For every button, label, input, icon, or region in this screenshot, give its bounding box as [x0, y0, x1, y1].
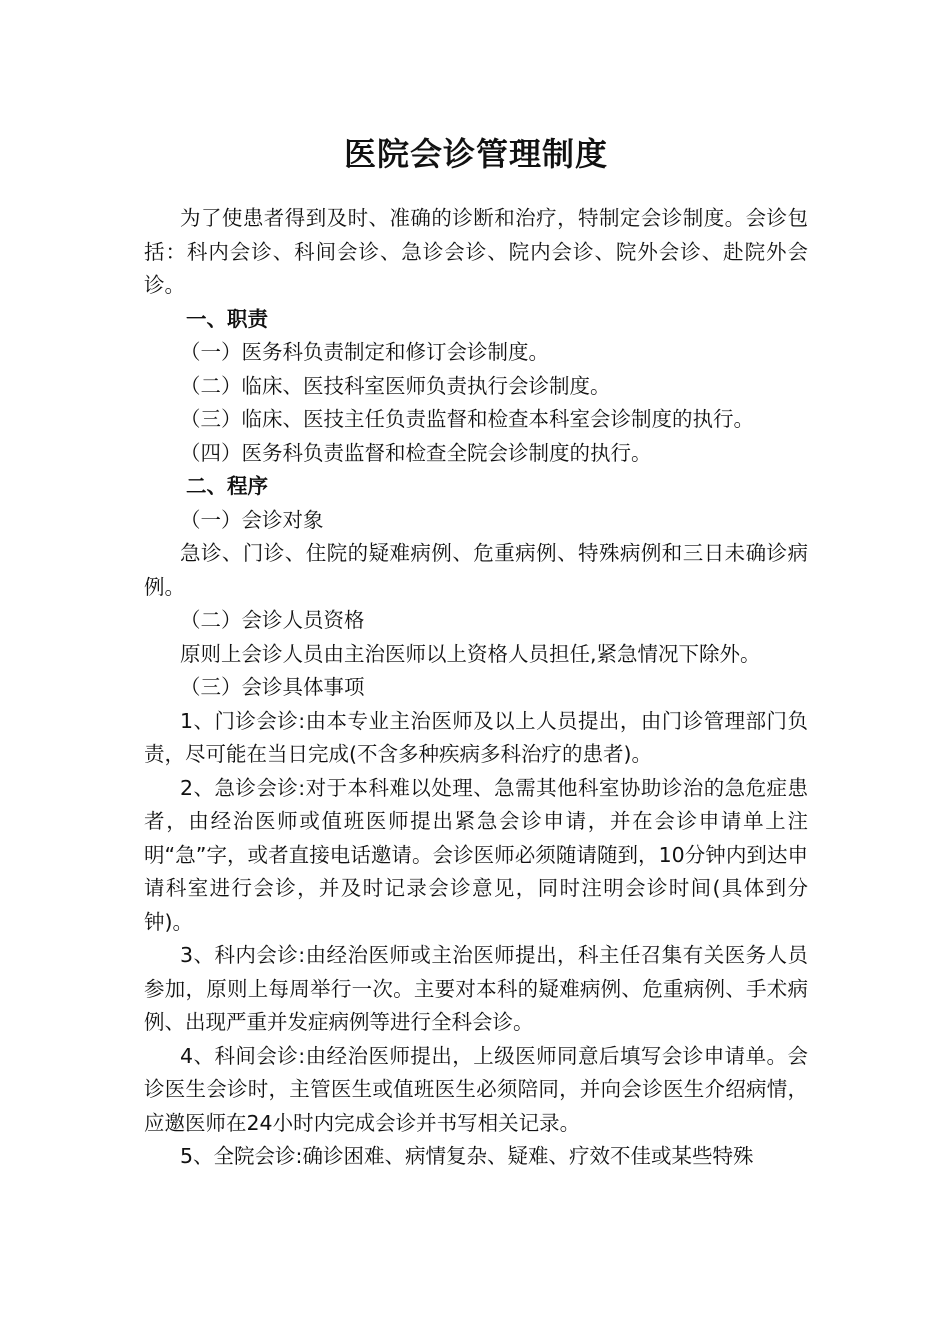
duty-item: （二）临床、医技科室医师负责执行会诊制度。: [180, 373, 611, 398]
subsection-label-specific-items: （三）会诊具体事项: [180, 675, 365, 699]
section-heading-duties: 一、职责: [186, 306, 268, 331]
section-heading-procedure: 二、程序: [186, 474, 268, 498]
specific-item: 1、门诊会诊:由本专业主治医师及以上人员提出，由门诊管理部门负责，尽可能在当日完成(不含多种疾病多科治疗的患者)。: [144, 708, 808, 766]
page-title: 医院会诊管理制度: [343, 135, 608, 173]
specific-item: 4、科间会诊:由经治医师提出，上级医师同意后填写会诊申请单。会诊医生会诊时，主管医生或值班医生必须陪同，并向会诊医生介绍病情，应邀医师在24小时内完成会诊并书写相关记录。: [144, 1043, 808, 1135]
specific-item: 2、急诊会诊:对于本科难以处理、急需其他科室协助诊治的急危症患者，由经治医师或值班医师提出紧急会诊申请，并在会诊申请单上注明“急”字，或者直接电话邀请。会诊医师必须随请随到，10分钟内到达申请科室进行会诊，并及时记录会诊意见，同时注明会诊时间(具体到分钟)。: [144, 775, 808, 934]
specific-item: 5、全院会诊:确诊困难、病情复杂、疑难、疗效不佳或某些特殊: [180, 1144, 754, 1168]
intro-paragraph: 为了使患者得到及时、准确的诊断和治疗，特制定会诊制度。会诊包括：科内会诊、科间会诊、急诊会诊、院内会诊、院外会诊、赴院外会诊。: [144, 206, 808, 297]
subsection-label-qualification: （二）会诊人员资格: [180, 608, 365, 632]
duty-item: （一）医务科负责制定和修订会诊制度。: [180, 340, 549, 364]
duty-item: （四）医务科负责监督和检查全院会诊制度的执行。: [180, 440, 652, 465]
document-page: [144, 128, 808, 1174]
subsection-label-consult-target: （一）会诊对象: [180, 507, 324, 532]
specific-item: 3、科内会诊:由经治医师或主治医师提出，科主任召集有关医务人员参加，原则上每周举行一次。主要对本科的疑难病例、危重病例、手术病例、出现严重并发症病例等进行全科会诊。: [144, 943, 808, 1034]
consult-target-text: 急诊、门诊、住院的疑难病例、危重病例、特殊病例和三日未确诊病例。: [144, 541, 808, 599]
qualification-text: 原则上会诊人员由主治医师以上资格人员担任,紧急情况下除外。: [180, 641, 761, 666]
duty-item: （三）临床、医技主任负责监督和检查本科室会诊制度的执行。: [180, 407, 754, 431]
